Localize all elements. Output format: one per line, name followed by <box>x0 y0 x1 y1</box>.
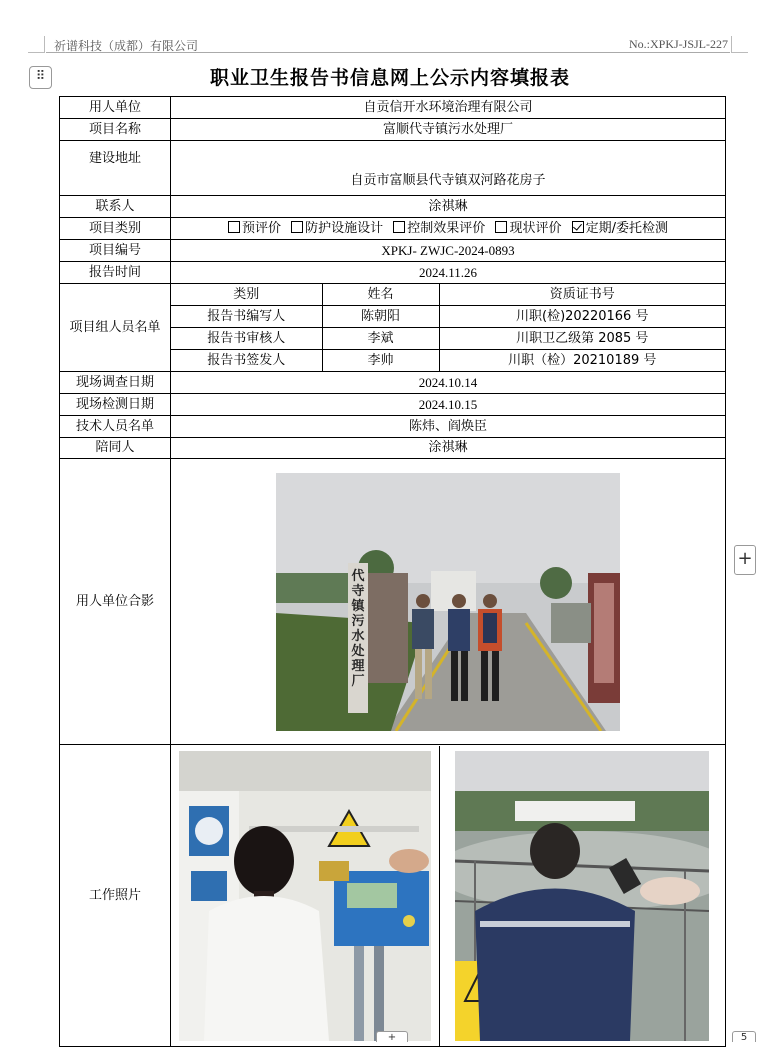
table-drag-handle-icon[interactable]: ⠿ <box>29 66 52 89</box>
group-photo-label: 用人单位合影 <box>60 459 171 745</box>
project-no-label: 项目编号 <box>60 240 171 262</box>
contact-value: 涂祺琳 <box>171 196 726 218</box>
work-photos-cell <box>171 745 726 1047</box>
team-label: 项目组人员名单 <box>60 284 171 372</box>
survey-date-label: 现场调查日期 <box>60 372 171 394</box>
address-value: 自贡市富顺县代寺镇双河路花房子 <box>171 141 726 196</box>
add-row-button[interactable]: + <box>734 545 756 575</box>
info-table <box>59 96 726 1047</box>
report-time-value: 2024.11.26 <box>171 262 726 284</box>
header-company: 祈谱科技（成都）有限公司 <box>54 39 199 53</box>
checkbox-icon[interactable] <box>495 221 507 233</box>
contact-label: 联系人 <box>60 196 171 218</box>
team-name: 李斌 <box>322 328 439 350</box>
employer-value: 自贡信开水环境治理有限公司 <box>171 97 726 119</box>
team-name: 李帅 <box>322 350 439 372</box>
work-photo-lab-image <box>179 751 431 1041</box>
category-option-pre-assessment[interactable]: 预评价 <box>228 221 281 236</box>
technicians-label: 技术人员名单 <box>60 416 171 438</box>
team-row <box>171 328 725 350</box>
team-header-row <box>171 284 725 306</box>
team-role: 报告书审核人 <box>171 328 322 350</box>
category-option-status-assessment[interactable]: 现状评价 <box>495 221 561 236</box>
team-role: 报告书编写人 <box>171 306 322 328</box>
report-time-label: 报告时间 <box>60 262 171 284</box>
survey-date-value: 2024.10.14 <box>171 372 726 394</box>
group-photo-image <box>276 473 620 731</box>
header-doc-number: No.:XPKJ-JSJL-227 <box>628 37 728 51</box>
page-corner-button[interactable]: 5 <box>732 1031 756 1042</box>
team-header-name: 姓名 <box>322 284 439 306</box>
category-option-control-effect[interactable]: 控制效果评价 <box>393 221 485 236</box>
technicians-value: 陈炜、阎焕臣 <box>171 416 726 438</box>
work-photo-right-cell <box>439 746 725 1046</box>
project-name-label: 项目名称 <box>60 119 171 141</box>
category-options <box>171 218 726 240</box>
team-row <box>171 350 725 372</box>
escort-value: 涂祺琳 <box>171 438 726 459</box>
category-option-periodic-testing[interactable]: 定期/委托检测 <box>572 221 668 236</box>
corner-mark-right <box>731 36 748 53</box>
project-name-value: 富顺代寺镇污水处理厂 <box>171 119 726 141</box>
work-photo-left-cell <box>171 746 439 1046</box>
group-photo-cell <box>171 459 726 745</box>
work-photo-site-image <box>455 751 709 1041</box>
team-cert: 川职卫乙级第 2085 号 <box>439 328 725 350</box>
corner-mark-left <box>28 36 45 53</box>
add-below-button[interactable]: + <box>376 1031 408 1042</box>
checkbox-icon[interactable] <box>393 221 405 233</box>
team-table <box>171 284 725 371</box>
work-photos-table <box>171 746 725 1046</box>
team-cert: 川职(检)20220166 号 <box>439 306 725 328</box>
team-role: 报告书签发人 <box>171 350 322 372</box>
address-label: 建设地址 <box>60 141 171 196</box>
team-row <box>171 306 725 328</box>
employer-label: 用人单位 <box>60 97 171 119</box>
checkbox-icon[interactable] <box>228 221 240 233</box>
team-header-role: 类别 <box>171 284 322 306</box>
team-cert: 川职（检）20210189 号 <box>508 353 657 368</box>
project-no-value: XPKJ- ZWJC-2024-0893 <box>171 240 726 262</box>
team-cell <box>171 284 726 372</box>
checkbox-checked-icon[interactable] <box>572 221 584 233</box>
escort-label: 陪同人 <box>60 438 171 459</box>
category-label: 项目类别 <box>60 218 171 240</box>
team-header-cert: 资质证书号 <box>439 284 725 306</box>
test-date-value: 2024.10.15 <box>171 394 726 416</box>
team-name: 陈朝阳 <box>322 306 439 328</box>
checkbox-icon[interactable] <box>291 221 303 233</box>
gate-sign-text: 代寺镇污水处理厂 <box>351 568 365 689</box>
header-rule <box>46 52 730 53</box>
work-photos-label: 工作照片 <box>60 745 171 1047</box>
test-date-label: 现场检测日期 <box>60 394 171 416</box>
page-title: 职业卫生报告书信息网上公示内容填报表 <box>209 67 570 89</box>
category-option-protection-design[interactable]: 防护设施设计 <box>291 221 383 236</box>
